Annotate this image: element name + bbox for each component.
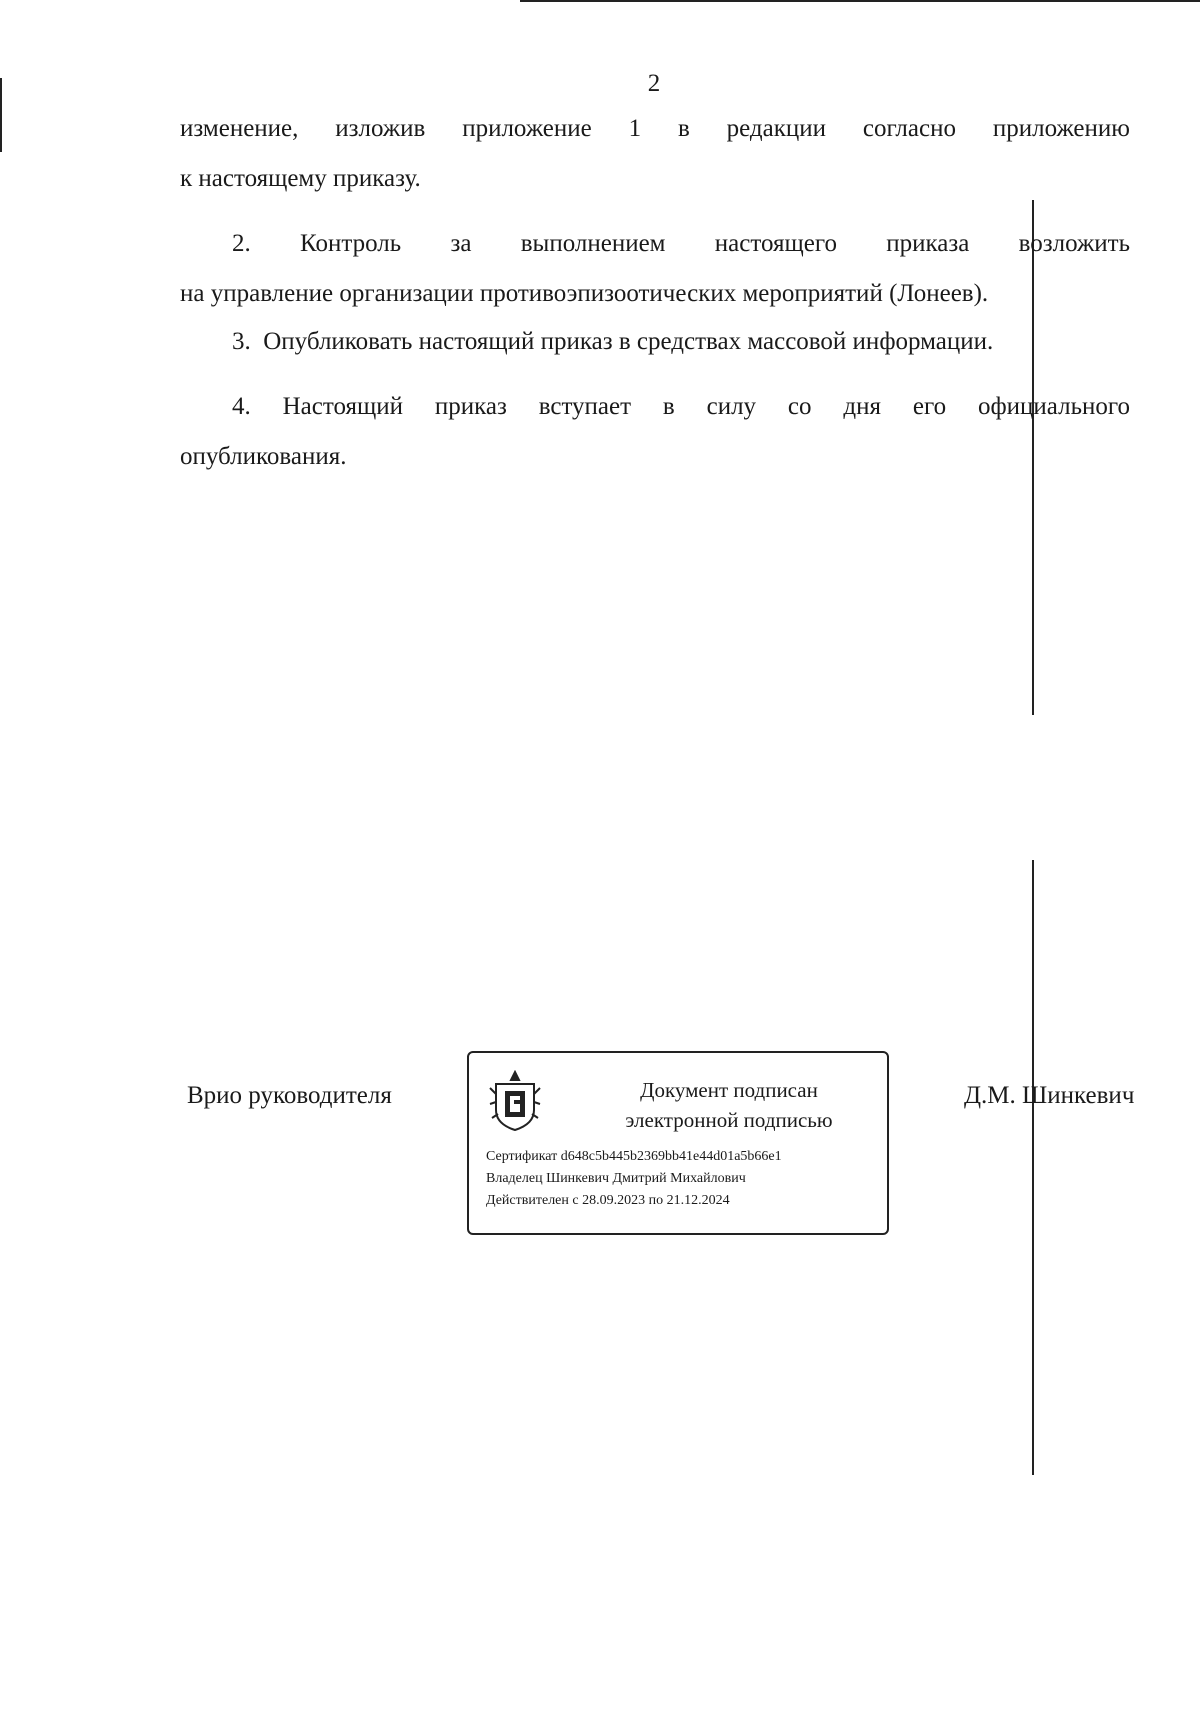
- paragraph-1-line-2: к настоящему приказу.: [180, 165, 421, 192]
- signer-name: Д.М. Шинкевич: [964, 1082, 1135, 1109]
- word: приложению: [992, 115, 1130, 142]
- word: в: [662, 393, 675, 420]
- coat-of-arms-icon: [486, 1070, 544, 1134]
- word: его: [912, 393, 947, 420]
- electronic-signature-stamp: [467, 1051, 889, 1235]
- stamp-heading-line-1: Документ подписан: [640, 1078, 818, 1102]
- word: возложить: [1018, 230, 1130, 257]
- word: 2.: [232, 230, 251, 257]
- stamp-heading: [579, 1075, 879, 1135]
- stamp-owner: Владелец Шинкевич Дмитрий Михайлович: [486, 1171, 746, 1186]
- word: настоящего: [714, 230, 837, 257]
- word: изложив: [335, 115, 426, 142]
- word: изменение,: [180, 115, 299, 142]
- word: приложение: [462, 115, 592, 142]
- paragraph-2-line-2: на управление организации противоэпизоотических мероприятий (Лонеев).: [180, 280, 989, 307]
- stamp-heading-line-2: электронной подписью: [625, 1108, 833, 1132]
- word: редакции: [726, 115, 826, 142]
- word: приказ: [434, 393, 507, 420]
- word: в: [677, 115, 690, 142]
- paragraph-3-line-1: 3. Опубликовать настоящий приказ в средствах массовой информации.: [232, 328, 994, 355]
- word: официального: [977, 393, 1130, 420]
- word: Контроль: [300, 230, 402, 257]
- word: Настоящий: [282, 393, 403, 420]
- scan-artifact-top-line: [520, 0, 1200, 2]
- stamp-certificate: Сертификат d648c5b445b2369bb41e44d01a5b66e1: [486, 1149, 782, 1164]
- paragraph-4-line-1: [232, 393, 1130, 421]
- word: силу: [706, 393, 757, 420]
- word: 1: [628, 115, 642, 142]
- scan-artifact-vertical-line-lower: [1032, 860, 1034, 1475]
- word: со: [787, 393, 812, 420]
- word: дня: [843, 393, 881, 420]
- paragraph-4-line-2: опубликования.: [180, 443, 347, 470]
- word: 4.: [232, 393, 251, 420]
- word: согласно: [862, 115, 956, 142]
- paragraph-1-line-1: [180, 115, 1130, 143]
- page-number: 2: [647, 70, 661, 97]
- word: за: [450, 230, 472, 257]
- word: выполнением: [520, 230, 666, 257]
- signer-role: Врио руководителя: [187, 1082, 392, 1109]
- word: приказа: [886, 230, 970, 257]
- stamp-validity: Действителен с 28.09.2023 по 21.12.2024: [486, 1193, 730, 1208]
- word: вступает: [538, 393, 632, 420]
- paragraph-2-line-1: [232, 230, 1130, 258]
